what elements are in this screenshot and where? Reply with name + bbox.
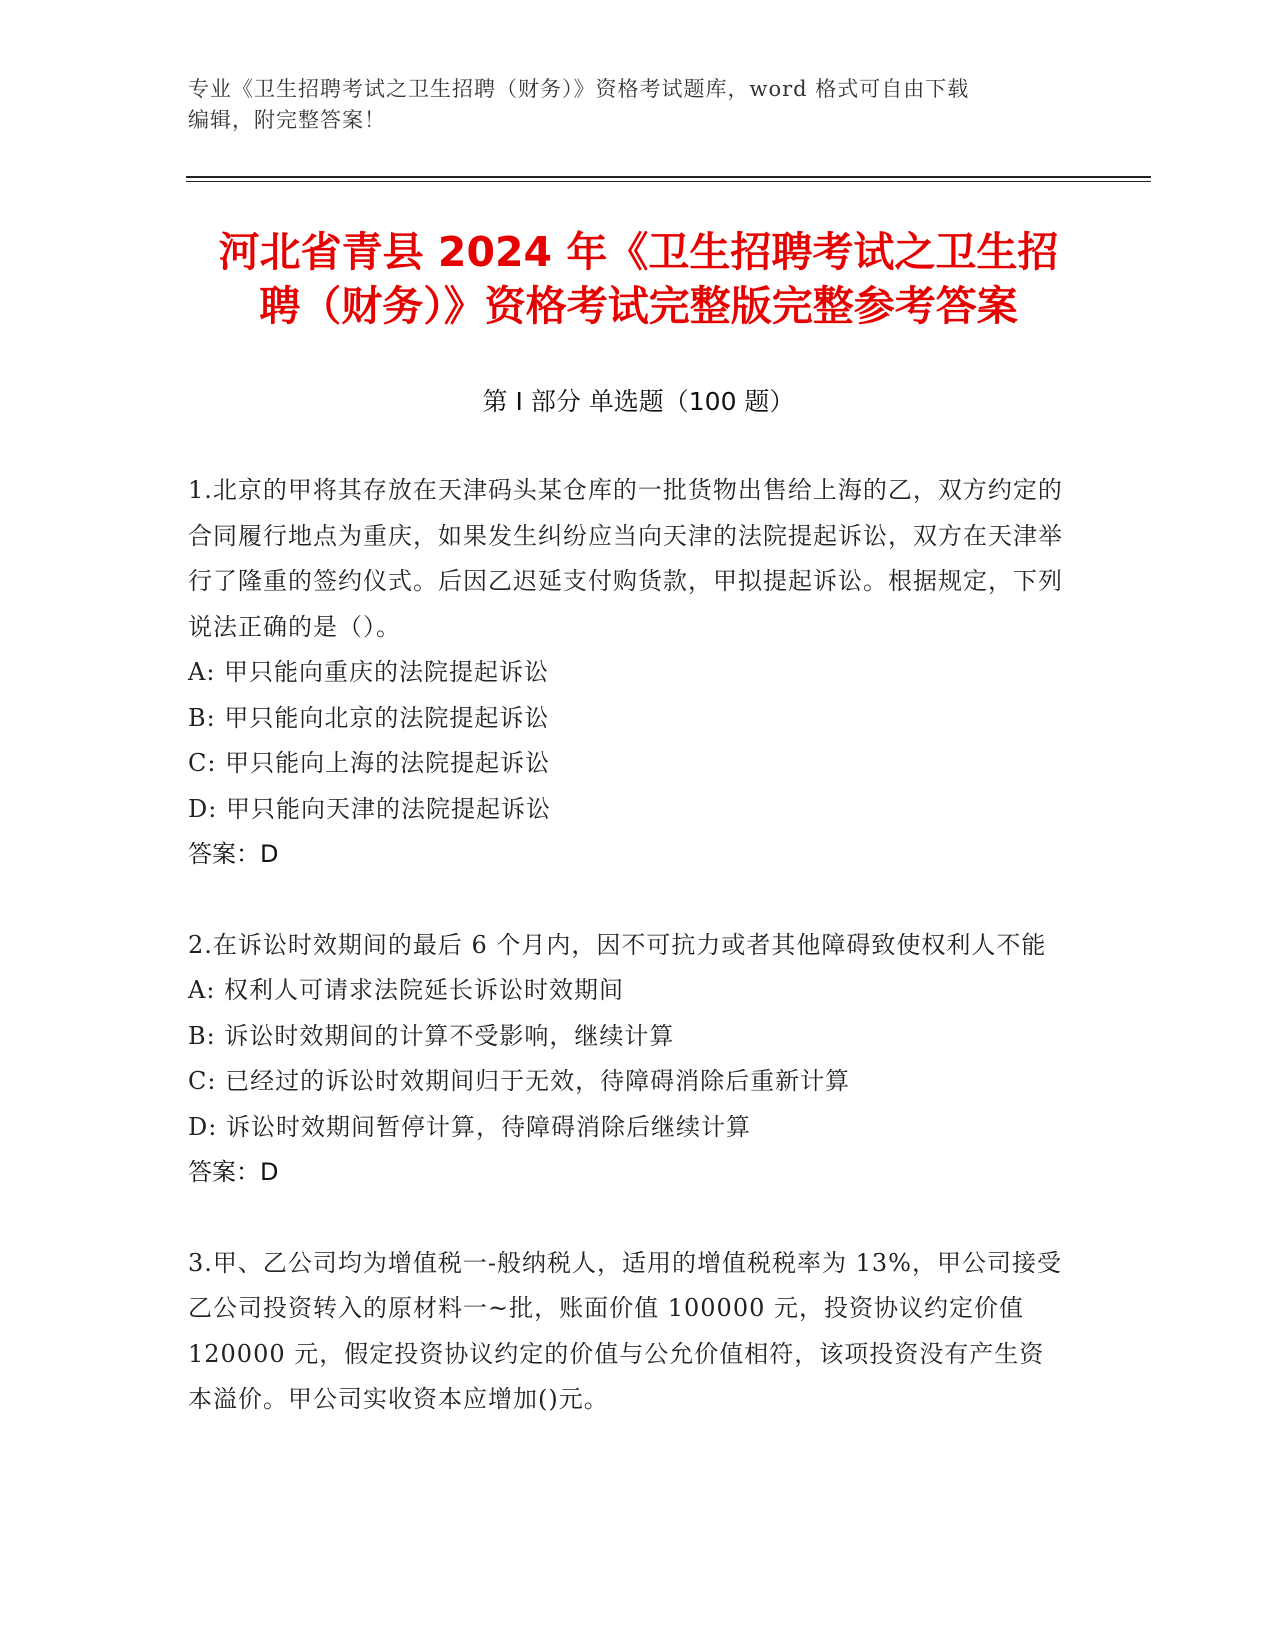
option-a: A: 甲只能向重庆的法院提起诉讼 bbox=[188, 658, 550, 686]
question-stem: 1.北京的甲将其存放在天津码头某仓库的一批货物出售给上海的乙，双方约定的合同履行地点为重庆，如果发生纠纷应当向天津的法院提起诉讼，双方在天津举行了隆重的签约仪式。后因乙迟延支付购货款，甲拟提起诉讼。根据规定，下列说法正确的是（）。 bbox=[188, 476, 1063, 641]
option-a: A: 权利人可请求法院延长诉讼时效期间 bbox=[188, 976, 625, 1004]
title-line-2: 聘（财务）》资格考试完整版完整参考答案 bbox=[259, 282, 1018, 330]
title-line-1: 河北省青县 2024 年《卫生招聘考试之卫生招 bbox=[218, 228, 1059, 276]
question-item bbox=[188, 1241, 1068, 1423]
option-d: D: 甲只能向天津的法院提起诉讼 bbox=[188, 794, 551, 823]
option-c: C: 甲只能向上海的法院提起诉讼 bbox=[188, 749, 551, 777]
section-heading: 第 I 部分 单选题（100 题） bbox=[482, 387, 795, 416]
option-b: B: 诉讼时效期间的计算不受影响，继续计算 bbox=[188, 1021, 675, 1050]
option-d: D: 诉讼时效期间暂停计算，待障碍消除后继续计算 bbox=[188, 1112, 751, 1141]
question-stem: 2.在诉讼时效期间的最后 6 个月内，因不可抗力或者其他障碍致使权利人不能 bbox=[188, 930, 1047, 959]
option-c: C: 已经过的诉讼时效期间归于无效，待障碍消除后重新计算 bbox=[188, 1067, 851, 1095]
header-line-2: 编辑，附完整答案！ bbox=[188, 108, 386, 132]
question-list bbox=[188, 468, 1068, 1468]
document-title bbox=[186, 225, 1091, 333]
question-item bbox=[188, 923, 1068, 1196]
option-b: B: 甲只能向北京的法院提起诉讼 bbox=[188, 703, 550, 732]
question-item bbox=[188, 468, 1068, 878]
question-stem: 3.甲、乙公司均为增值税一-般纳税人，适用的增值税税率为 13%，甲公司接受乙公司投资转入的原材料一~批，账面价值 100000 元，投资协议约定价值 120000 元，假定投资协议约定的价值与公允价值相符，该项投资没有产生资本溢价。甲公司实收资本应增加()元。 bbox=[188, 1248, 1062, 1413]
page-header bbox=[188, 74, 1088, 136]
header-divider-thick bbox=[186, 176, 1151, 178]
header-divider-thin bbox=[186, 181, 1151, 182]
header-line-1: 专业《卫生招聘考试之卫生招聘（财务）》资格考试题库，word 格式可自由下载 bbox=[188, 77, 970, 101]
answer-line: 答案：D bbox=[188, 1158, 279, 1186]
answer-line: 答案：D bbox=[188, 840, 279, 868]
